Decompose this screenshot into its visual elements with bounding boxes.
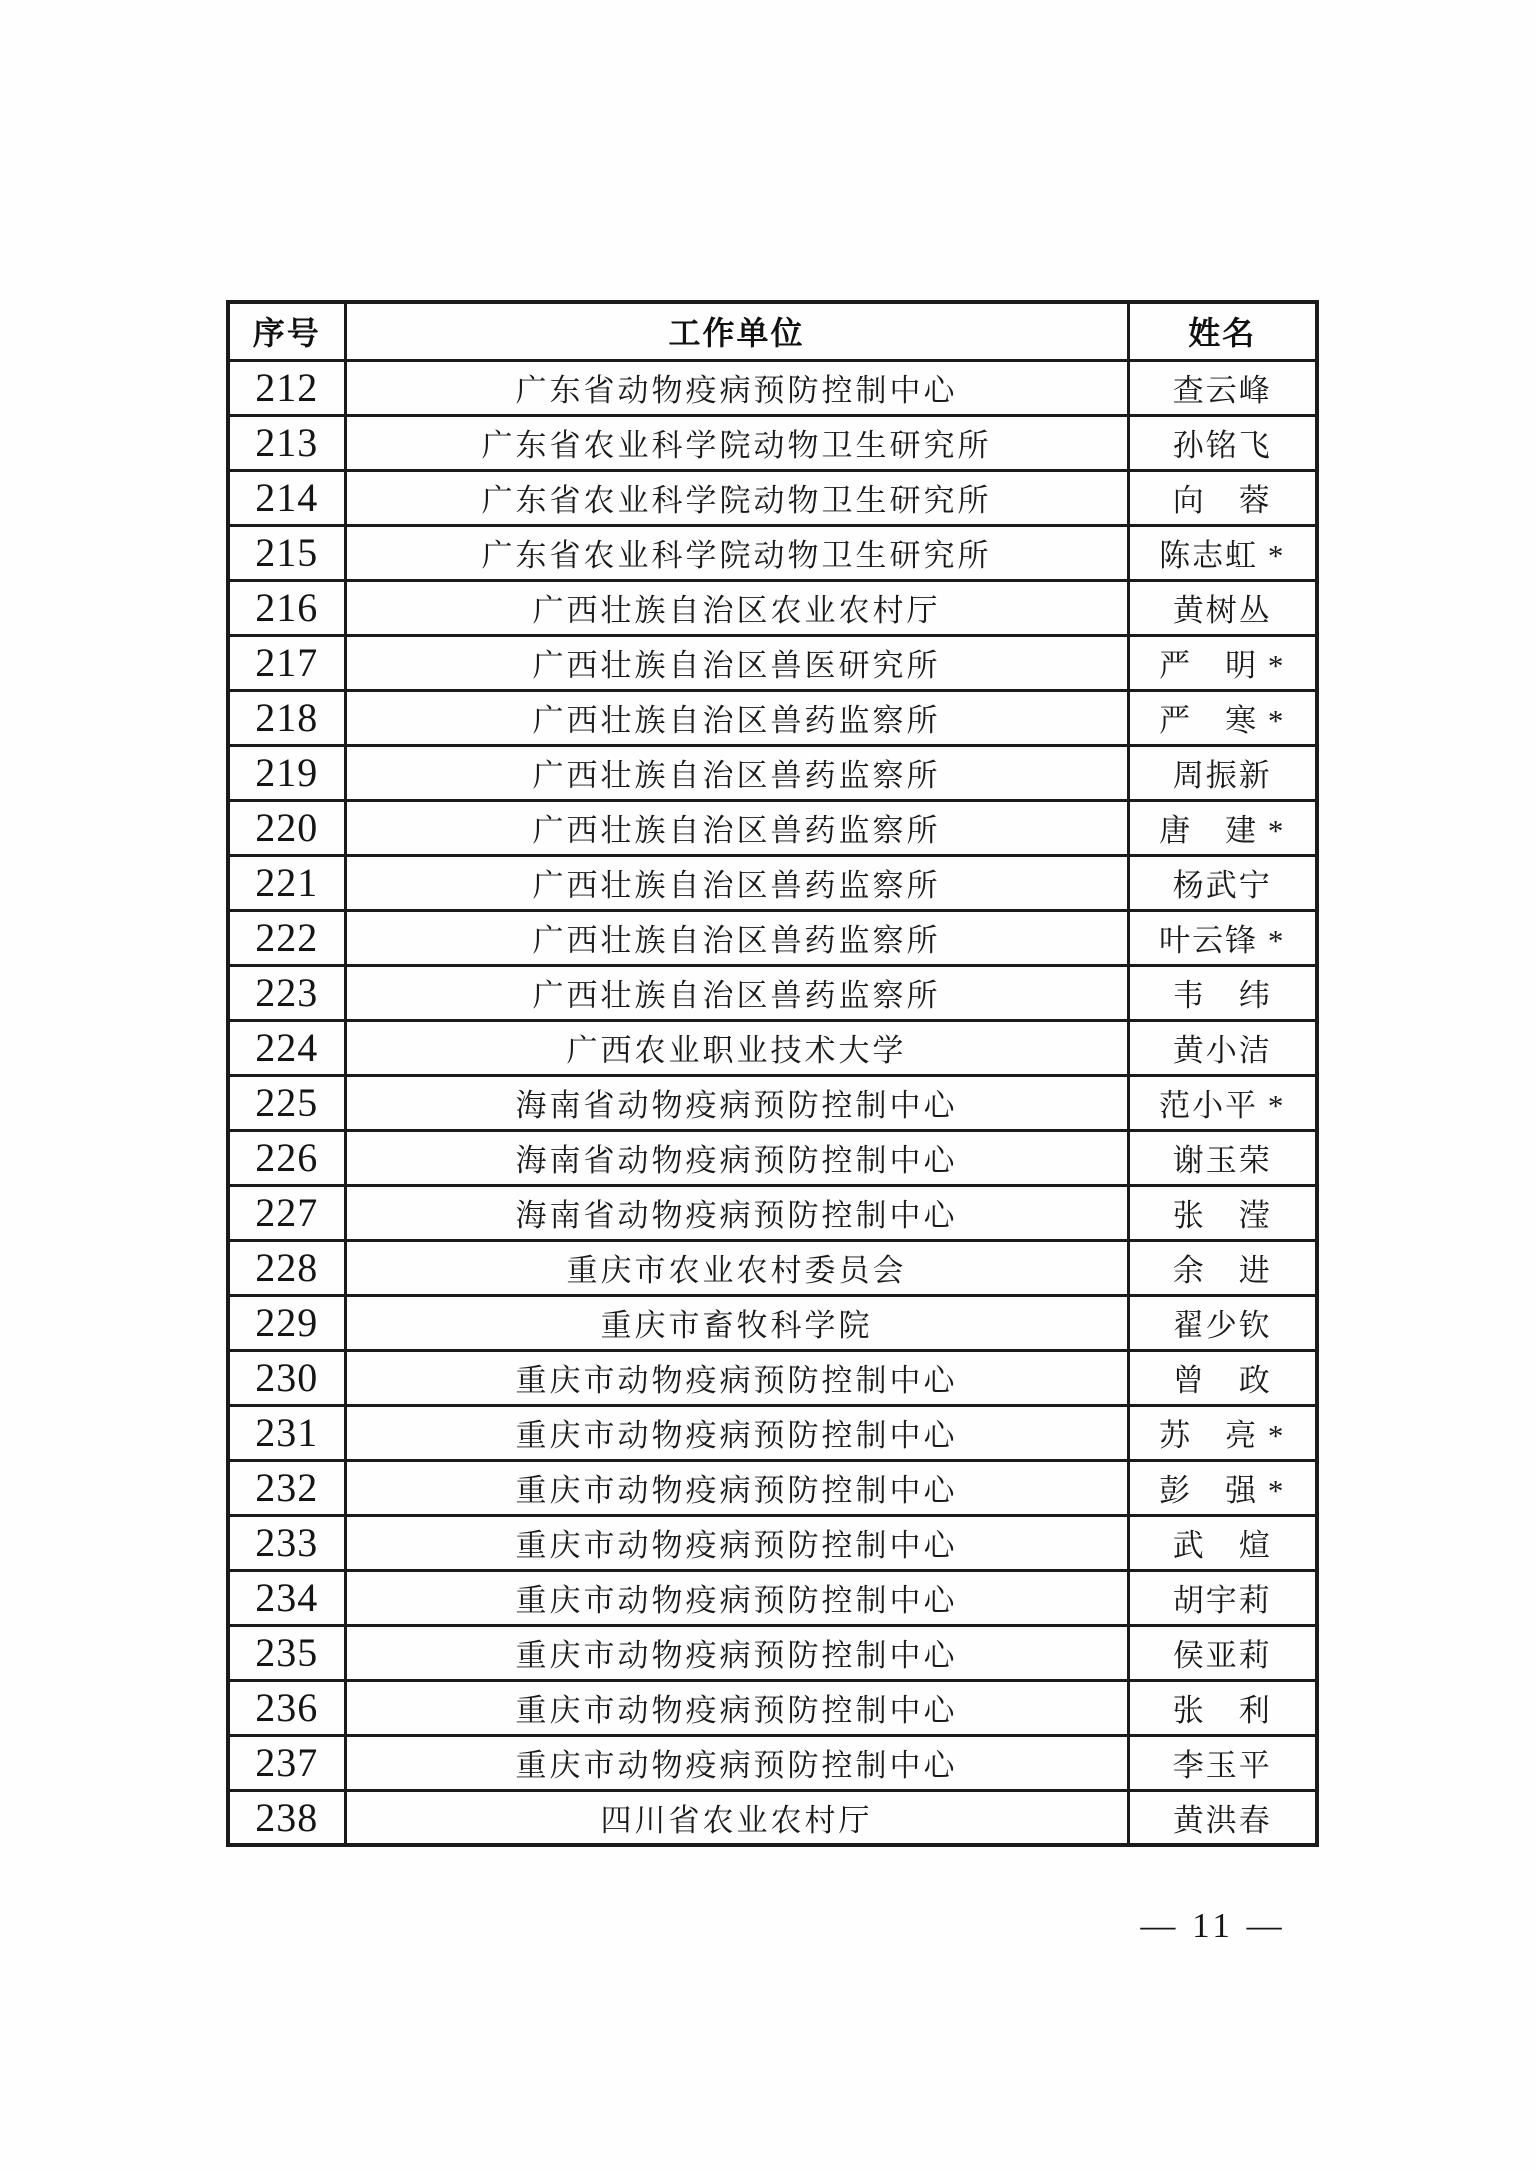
- serial-number-cell: 212: [228, 360, 345, 415]
- name-cell: 翟少钦: [1128, 1295, 1317, 1350]
- table-row: [228, 1405, 1317, 1460]
- serial-number-cell: 229: [228, 1295, 345, 1350]
- name-cell: 李玉平: [1128, 1735, 1317, 1790]
- serial-number-cell: 217: [228, 635, 345, 690]
- work-unit-cell: 海南省动物疫病预防控制中心: [345, 1075, 1128, 1130]
- serial-number-cell: 235: [228, 1625, 345, 1680]
- name-cell: 胡宇莉: [1128, 1570, 1317, 1625]
- name-cell: 孙铭飞: [1128, 415, 1317, 470]
- name-cell: 范小平 *: [1128, 1075, 1317, 1130]
- serial-number-cell: 232: [228, 1460, 345, 1515]
- name-cell: 叶云锋 *: [1128, 910, 1317, 965]
- work-unit-cell: 广东省农业科学院动物卫生研究所: [345, 470, 1128, 525]
- serial-number-cell: 231: [228, 1405, 345, 1460]
- work-unit-cell: 重庆市动物疫病预防控制中心: [345, 1625, 1128, 1680]
- header-row: [228, 302, 1317, 360]
- table-row: [228, 965, 1317, 1020]
- name-cell: 张 滢: [1128, 1185, 1317, 1240]
- serial-number-cell: 234: [228, 1570, 345, 1625]
- name-cell: 侯亚莉: [1128, 1625, 1317, 1680]
- work-unit-cell: 广西农业职业技术大学: [345, 1020, 1128, 1075]
- table-row: [228, 910, 1317, 965]
- name-cell: 严 寒 *: [1128, 690, 1317, 745]
- work-unit-cell: 重庆市农业农村委员会: [345, 1240, 1128, 1295]
- serial-number-cell: 219: [228, 745, 345, 800]
- work-unit-cell: 广西壮族自治区兽药监察所: [345, 855, 1128, 910]
- work-unit-cell: 重庆市动物疫病预防控制中心: [345, 1405, 1128, 1460]
- name-cell: 谢玉荣: [1128, 1130, 1317, 1185]
- header-work-unit: 工作单位: [345, 302, 1128, 360]
- table-row: [228, 525, 1317, 580]
- table-row: [228, 1570, 1317, 1625]
- work-unit-cell: 广东省农业科学院动物卫生研究所: [345, 415, 1128, 470]
- table-row: [228, 1295, 1317, 1350]
- work-unit-cell: 重庆市动物疫病预防控制中心: [345, 1570, 1128, 1625]
- name-cell: 韦 纬: [1128, 965, 1317, 1020]
- name-cell: 黄树丛: [1128, 580, 1317, 635]
- table-row: [228, 800, 1317, 855]
- name-cell: 周振新: [1128, 745, 1317, 800]
- table-body: [228, 360, 1317, 1845]
- header-name: 姓名: [1128, 302, 1317, 360]
- table-row: [228, 1075, 1317, 1130]
- work-unit-cell: 广西壮族自治区兽药监察所: [345, 690, 1128, 745]
- serial-number-cell: 214: [228, 470, 345, 525]
- serial-number-cell: 226: [228, 1130, 345, 1185]
- table-row: [228, 1680, 1317, 1735]
- name-cell: 余 进: [1128, 1240, 1317, 1295]
- name-cell: 黄小洁: [1128, 1020, 1317, 1075]
- table-row: [228, 580, 1317, 635]
- serial-number-cell: 233: [228, 1515, 345, 1570]
- work-unit-cell: 广西壮族自治区兽药监察所: [345, 965, 1128, 1020]
- table-row: [228, 1735, 1317, 1790]
- table-row: [228, 1130, 1317, 1185]
- work-unit-cell: 重庆市动物疫病预防控制中心: [345, 1460, 1128, 1515]
- work-unit-cell: 广东省动物疫病预防控制中心: [345, 360, 1128, 415]
- work-unit-cell: 广西壮族自治区兽药监察所: [345, 745, 1128, 800]
- serial-number-cell: 213: [228, 415, 345, 470]
- serial-number-cell: 222: [228, 910, 345, 965]
- work-unit-cell: 重庆市动物疫病预防控制中心: [345, 1350, 1128, 1405]
- roster-table: [226, 300, 1319, 1847]
- work-unit-cell: 广西壮族自治区农业农村厅: [345, 580, 1128, 635]
- table-row: [228, 1350, 1317, 1405]
- table-row: [228, 690, 1317, 745]
- table-row: [228, 360, 1317, 415]
- header-serial-number: 序号: [228, 302, 345, 360]
- table-row: [228, 1460, 1317, 1515]
- name-cell: 查云峰: [1128, 360, 1317, 415]
- name-cell: 彭 强 *: [1128, 1460, 1317, 1515]
- serial-number-cell: 237: [228, 1735, 345, 1790]
- work-unit-cell: 海南省动物疫病预防控制中心: [345, 1130, 1128, 1185]
- serial-number-cell: 238: [228, 1790, 345, 1845]
- serial-number-cell: 230: [228, 1350, 345, 1405]
- serial-number-cell: 225: [228, 1075, 345, 1130]
- serial-number-cell: 220: [228, 800, 345, 855]
- table-row: [228, 1185, 1317, 1240]
- serial-number-cell: 236: [228, 1680, 345, 1735]
- name-cell: 黄洪春: [1128, 1790, 1317, 1845]
- name-cell: 向 蓉: [1128, 470, 1317, 525]
- name-cell: 陈志虹 *: [1128, 525, 1317, 580]
- table-row: [228, 855, 1317, 910]
- table-row: [228, 1240, 1317, 1295]
- name-cell: 张 利: [1128, 1680, 1317, 1735]
- work-unit-cell: 广东省农业科学院动物卫生研究所: [345, 525, 1128, 580]
- work-unit-cell: 重庆市畜牧科学院: [345, 1295, 1128, 1350]
- table-row: [228, 1790, 1317, 1845]
- name-cell: 严 明 *: [1128, 635, 1317, 690]
- work-unit-cell: 重庆市动物疫病预防控制中心: [345, 1515, 1128, 1570]
- name-cell: 曾 政: [1128, 1350, 1317, 1405]
- serial-number-cell: 221: [228, 855, 345, 910]
- serial-number-cell: 216: [228, 580, 345, 635]
- work-unit-cell: 重庆市动物疫病预防控制中心: [345, 1735, 1128, 1790]
- name-cell: 苏 亮 *: [1128, 1405, 1317, 1460]
- serial-number-cell: 228: [228, 1240, 345, 1295]
- work-unit-cell: 海南省动物疫病预防控制中心: [345, 1185, 1128, 1240]
- serial-number-cell: 223: [228, 965, 345, 1020]
- name-cell: 武 煊: [1128, 1515, 1317, 1570]
- serial-number-cell: 215: [228, 525, 345, 580]
- table-row: [228, 1625, 1317, 1680]
- work-unit-cell: 广西壮族自治区兽医研究所: [345, 635, 1128, 690]
- name-cell: 唐 建 *: [1128, 800, 1317, 855]
- serial-number-cell: 224: [228, 1020, 345, 1075]
- table-row: [228, 1020, 1317, 1075]
- work-unit-cell: 广西壮族自治区兽药监察所: [345, 800, 1128, 855]
- table-row: [228, 635, 1317, 690]
- page-number: — 11 —: [1140, 1906, 1286, 1945]
- table-row: [228, 470, 1317, 525]
- serial-number-cell: 227: [228, 1185, 345, 1240]
- table-row: [228, 745, 1317, 800]
- table-row: [228, 415, 1317, 470]
- name-cell: 杨武宁: [1128, 855, 1317, 910]
- table-row: [228, 1515, 1317, 1570]
- work-unit-cell: 四川省农业农村厅: [345, 1790, 1128, 1845]
- work-unit-cell: 广西壮族自治区兽药监察所: [345, 910, 1128, 965]
- serial-number-cell: 218: [228, 690, 345, 745]
- work-unit-cell: 重庆市动物疫病预防控制中心: [345, 1680, 1128, 1735]
